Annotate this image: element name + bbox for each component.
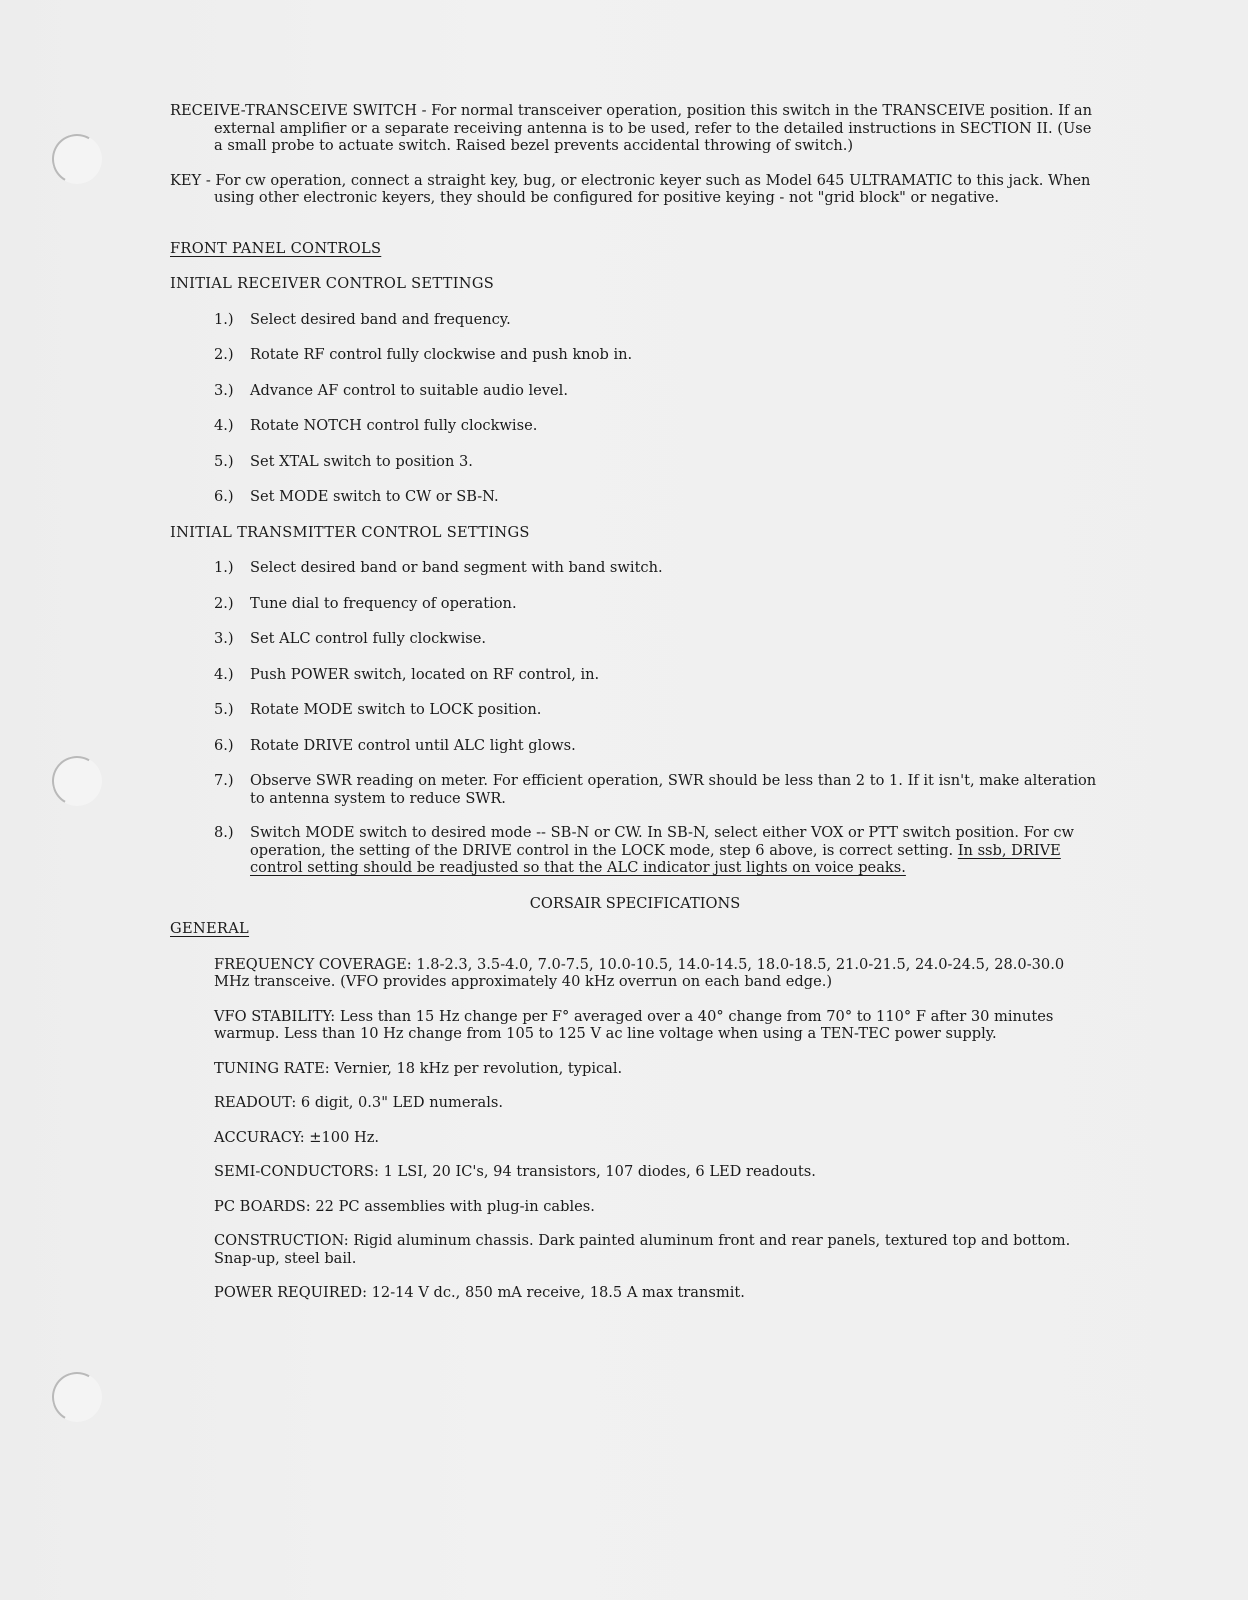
spec-value: Less than 15 Hz change per F° averaged over a 40° change from 70° to 110° F after 30 minutes warmup. Less than 10 Hz change from 105 to 125 V ac line voltage when using a TEN-TEC power supply. — [214, 1007, 1054, 1042]
spec-value: 1 LSI, 20 IC's, 94 transistors, 107 diodes, 6 LED readouts. — [383, 1163, 816, 1180]
step-number: 1.) — [214, 310, 234, 328]
list-item — [170, 772, 1100, 807]
list-item — [170, 595, 1100, 613]
step-text: Rotate MODE switch to LOCK position. — [250, 701, 542, 718]
step-number: 7.) — [214, 772, 234, 789]
list-item — [170, 453, 1100, 471]
step-text: Rotate NOTCH control fully clockwise. — [250, 417, 538, 434]
spec-item — [170, 1094, 1100, 1112]
spec-item — [170, 1008, 1100, 1043]
general-heading: GENERAL — [170, 920, 250, 937]
punch-hole-bottom — [46, 1366, 107, 1427]
receiver-settings-heading: INITIAL RECEIVER CONTROL SETTINGS — [170, 275, 495, 292]
step-number: 2.) — [214, 346, 234, 363]
transmitter-steps-list — [170, 559, 1100, 807]
specifications-list — [170, 956, 1100, 1302]
list-item — [170, 559, 1100, 577]
list-item — [170, 382, 1100, 400]
spec-item — [170, 1060, 1100, 1078]
spec-label: TUNING RATE: — [214, 1059, 330, 1077]
spec-value: 22 PC assemblies with plug-in cables. — [315, 1197, 595, 1215]
receiver-steps-list — [170, 311, 1100, 506]
spec-value: 12-14 V dc., 850 mA receive, 18.5 A max transmit. — [371, 1284, 745, 1301]
list-item — [170, 824, 1100, 877]
list-item — [170, 346, 1100, 364]
list-item — [170, 488, 1100, 506]
transmitter-settings-heading: INITIAL TRANSMITTER CONTROL SETTINGS — [170, 523, 530, 541]
step-text: Tune dial to frequency of operation. — [250, 594, 517, 612]
step-text: Push POWER switch, located on RF control, in. — [250, 665, 600, 683]
step-number: 6.) — [214, 488, 234, 505]
spec-value: 6 digit, 0.3" LED numerals. — [300, 1094, 503, 1111]
front-panel-heading: FRONT PANEL CONTROLS — [170, 239, 382, 257]
spec-label: CONSTRUCTION: — [214, 1232, 349, 1249]
step-number: 3.) — [214, 630, 234, 647]
step-number: 2.) — [214, 594, 234, 612]
spec-value: Vernier, 18 kHz per revolution, typical. — [334, 1059, 623, 1077]
list-item — [170, 311, 1100, 329]
step-text: Rotate RF control fully clockwise and push knob in. — [250, 346, 633, 363]
step-text: Advance AF control to suitable audio level. — [250, 381, 568, 399]
spec-item — [170, 1198, 1100, 1216]
document-content — [170, 102, 1100, 1302]
punch-hole-middle — [46, 750, 107, 811]
spec-label: ACCURACY: — [214, 1128, 305, 1146]
punch-hole-top — [46, 128, 107, 189]
spec-item — [170, 1129, 1100, 1147]
step-text: Select desired band or band segment with band switch. — [250, 559, 663, 576]
list-item — [170, 701, 1100, 719]
list-item — [170, 666, 1100, 684]
receive-transceive-paragraph: RECEIVE-TRANSCEIVE SWITCH - For normal transceiver operation, position this switch in the TRANSCEIVE position. If an external amplifier or a separate receiving antenna is to be used, refer to the detailed instructions in SECTION II. (Use a small probe to actuate switch. Raised bezel prevents accidental throwing of switch.) — [170, 102, 1093, 154]
step-text: Rotate DRIVE control until ALC light glows. — [250, 736, 576, 754]
spec-item — [170, 1284, 1100, 1302]
step-number: 6.) — [214, 736, 234, 754]
list-item — [170, 737, 1100, 755]
key-paragraph: KEY - For cw operation, connect a straight key, bug, or electronic keyer such as Model 645 ULTRAMATIC to this jack. When using other electronic keyers, they should be configured for positive keying - not "grid block" or negative. — [170, 171, 1091, 206]
spec-label: SEMI-CONDUCTORS: — [214, 1163, 379, 1180]
step-number: 3.) — [214, 381, 234, 399]
spec-label: FREQUENCY COVERAGE: — [214, 955, 412, 973]
spec-item — [170, 956, 1100, 991]
spec-item — [170, 1232, 1100, 1267]
spec-item — [170, 1163, 1100, 1181]
list-item — [170, 630, 1100, 648]
step-text: Switch MODE switch to desired mode -- SB-N or CW. In SB-N, select either VOX or PTT switch position. For cw operation, the setting of the DRIVE control in the LOCK mode, step 6 above, is correct setting. — [250, 824, 1075, 859]
step-number: 5.) — [214, 452, 234, 470]
spec-value: 1.8-2.3, 3.5-4.0, 7.0-7.5, 10.0-10.5, 14.0-14.5, 18.0-18.5, 21.0-21.5, 24.0-24.5, 28.0-30.0 MHz transceive. (VFO provides approximately 40 kHz overrun on each band edge.) — [214, 955, 1065, 990]
specifications-title: CORSAIR SPECIFICATIONS — [529, 894, 741, 912]
spec-label: POWER REQUIRED: — [214, 1284, 367, 1301]
spec-value: ±100 Hz. — [309, 1128, 380, 1146]
spec-value: Rigid aluminum chassis. Dark painted aluminum front and rear panels, textured top and bottom. Snap-up, steel bail. — [214, 1232, 1071, 1267]
spec-label: PC BOARDS: — [214, 1197, 311, 1215]
step-number: 4.) — [214, 665, 234, 683]
step-number: 4.) — [214, 417, 234, 434]
step-number: 1.) — [214, 559, 234, 576]
list-item — [170, 417, 1100, 435]
step-text: Select desired band and frequency. — [250, 310, 511, 328]
spec-label: VFO STABILITY: — [214, 1007, 336, 1025]
step-text: Set MODE switch to CW or SB-N. — [250, 488, 499, 505]
spec-label: READOUT: — [214, 1094, 297, 1111]
step-text: Set XTAL switch to position 3. — [250, 452, 473, 470]
step-number: 8.) — [214, 824, 234, 841]
step-text: Observe SWR reading on meter. For efficient operation, SWR should be less than 2 to 1. If it isn't, make alteration to antenna system to reduce SWR. — [250, 772, 1097, 807]
step-number: 5.) — [214, 701, 234, 718]
step-text: Set ALC control fully clockwise. — [250, 630, 487, 647]
step-underlined-note: In ssb, DRIVE control setting should be readjusted so that the ALC indicator just lights on voice peaks. — [250, 841, 1061, 876]
